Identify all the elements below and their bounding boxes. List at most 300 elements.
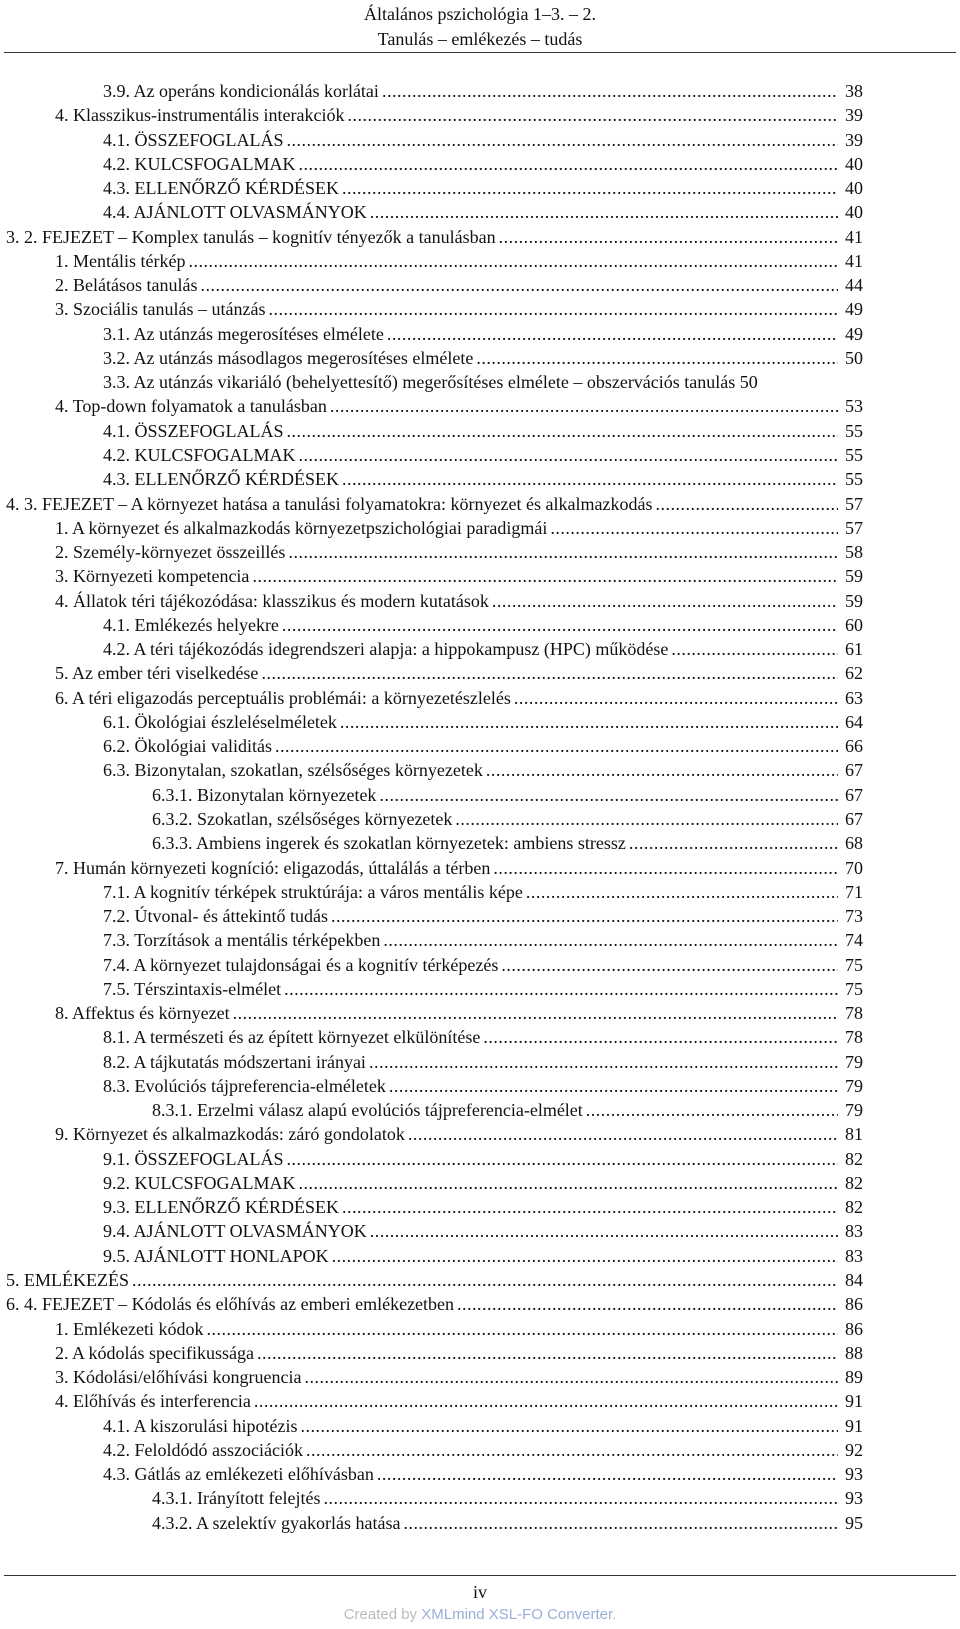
toc-leader-dots (387, 322, 838, 346)
toc-row[interactable] (0, 1292, 960, 1316)
toc-leader-dots (282, 613, 838, 637)
toc-row[interactable] (0, 152, 960, 176)
toc-entry-title: 6. A téri eligazodás perceptuális problémái: a környezetészlelés (55, 687, 511, 708)
toc-entry-title: 4.1. Emlékezés helyekre (103, 614, 279, 635)
toc-entry[interactable] (103, 734, 838, 758)
toc-leader-dots (377, 1462, 838, 1486)
toc-leader-dots (330, 394, 838, 418)
toc-leader-dots (254, 1389, 838, 1413)
toc-page-number: 79 (845, 1075, 863, 1096)
toc-row[interactable] (0, 758, 960, 782)
toc-row[interactable] (0, 953, 960, 977)
toc-row[interactable] (0, 1050, 960, 1074)
toc-leader-dots (304, 1365, 838, 1389)
toc-leader-dots (383, 928, 838, 952)
toc-row[interactable] (0, 346, 960, 370)
toc-leader-dots (252, 564, 838, 588)
toc-page-number: 53 (845, 396, 863, 417)
toc-page-number: 57 (845, 493, 863, 514)
toc-page-number: 55 (845, 469, 863, 490)
toc-entry[interactable] (6, 1292, 838, 1316)
toc-leader-dots (287, 1147, 838, 1171)
toc-entry-title: 3. 2. FEJEZET – Komplex tanulás – kognitív tényezők a tanulásban (6, 226, 496, 247)
toc-entry[interactable] (103, 1050, 838, 1074)
toc-row[interactable] (0, 443, 960, 467)
toc-leader-dots (408, 1122, 838, 1146)
toc-row[interactable] (0, 1244, 960, 1268)
toc-entry-title: 4.1. A kiszorulási hipotézis (103, 1415, 298, 1436)
toc-page-number: 71 (845, 881, 863, 902)
toc-entry[interactable] (55, 661, 838, 685)
toc-row[interactable] (0, 1414, 960, 1438)
toc-row[interactable] (0, 540, 960, 564)
toc-entry-title: 7.1. A kognitív térképek struktúrája: a város mentális képe (103, 881, 523, 902)
toc-row[interactable] (0, 734, 960, 758)
toc-leader-dots (342, 467, 838, 491)
toc-leader-dots (501, 953, 838, 977)
toc-page-number: 67 (845, 808, 863, 829)
toc-entry[interactable] (103, 904, 838, 928)
toc-entry[interactable] (55, 589, 838, 613)
toc-page-number: 50 (739, 372, 758, 393)
toc-row[interactable] (0, 564, 960, 588)
toc-entry[interactable] (55, 1389, 838, 1413)
toc-leader-dots (382, 79, 838, 103)
toc-leader-dots (342, 1195, 838, 1219)
toc-leader-dots (493, 856, 838, 880)
toc-leader-dots (233, 1001, 838, 1025)
toc-row[interactable] (0, 1219, 960, 1243)
toc-page-number: 93 (845, 1488, 863, 1509)
toc-entry[interactable] (103, 977, 838, 1001)
toc-entry-title: 9.5. AJÁNLOTT HONLAPOK (103, 1245, 329, 1266)
toc-row[interactable] (0, 176, 960, 200)
toc-leader-dots (389, 1074, 838, 1098)
toc-row[interactable] (0, 1147, 960, 1171)
toc-row[interactable] (0, 225, 960, 249)
toc-entry[interactable] (152, 831, 838, 855)
toc-page-number: 91 (845, 1391, 863, 1412)
toc-leader-dots (499, 225, 838, 249)
toc-leader-dots (486, 758, 838, 782)
toc-entry-title: 4. Állatok téri tájékozódása: klasszikus és modern kutatások (55, 590, 489, 611)
toc-page-number: 79 (845, 1100, 863, 1121)
toc-entry[interactable] (55, 686, 838, 710)
toc-entry[interactable] (103, 880, 838, 904)
toc-leader-dots (288, 540, 838, 564)
toc-entry[interactable] (103, 758, 838, 782)
toc-entry-title: 2. Belátásos tanulás (55, 275, 198, 296)
toc-row[interactable] (0, 783, 960, 807)
toc-entry[interactable] (103, 953, 838, 977)
toc-entry-title: 7.2. Útvonal- és áttekintő tudás (103, 906, 328, 927)
toc-row[interactable] (0, 1001, 960, 1025)
toc-entry-title: 8.1. A természeti és az épített környezet elkülönítése (103, 1027, 481, 1048)
toc-entry-title: 3. Környezeti kompetencia (55, 566, 250, 587)
toc-entry[interactable] (103, 1462, 838, 1486)
toc-page-number: 82 (845, 1148, 863, 1169)
toc-leader-dots (403, 1511, 838, 1535)
toc-page-number: 38 (845, 81, 863, 101)
toc-entry-title: 2. Személy-környezet összeillés (55, 542, 286, 563)
toc-entry[interactable] (103, 200, 838, 224)
toc-page-number: 74 (845, 930, 863, 951)
toc-page-number: 64 (845, 711, 863, 732)
toc-entry[interactable] (103, 176, 838, 200)
toc-entry-title: 3.3. Az utánzás vikariáló (behelyettesítő) megerősítéses elmélete – obszervációs tanulás (103, 372, 736, 393)
toc-entry[interactable] (152, 1098, 838, 1122)
toc-row[interactable] (0, 516, 960, 540)
toc-row[interactable] (0, 1074, 960, 1098)
toc-page-number: 88 (845, 1342, 863, 1363)
toc-entry-title: 6.3.3. Ambiens ingerek és szokatlan környezetek: ambiens stressz (152, 833, 626, 854)
toc-row[interactable] (0, 249, 960, 273)
toc-row[interactable] (0, 370, 960, 394)
toc-page-number: 62 (845, 663, 863, 684)
toc-entry[interactable] (55, 273, 838, 297)
toc-leader-dots (268, 297, 838, 321)
toc-entry[interactable] (103, 1074, 838, 1098)
toc-leader-dots (342, 176, 838, 200)
toc-leader-dots (188, 249, 838, 273)
toc-entry[interactable] (103, 928, 838, 952)
toc-row[interactable] (0, 1171, 960, 1195)
toc-leader-dots (347, 103, 838, 127)
toc-page-number: 86 (845, 1318, 863, 1339)
toc-entry-title: 9.1. ÖSSZEFOGLALÁS (103, 1148, 284, 1169)
toc-page-number: 40 (845, 202, 863, 223)
toc-page-number: 82 (845, 1197, 863, 1218)
toc-entry-title: 4.1. ÖSSZEFOGLALÁS (103, 129, 284, 150)
toc-leader-dots (132, 1268, 838, 1292)
toc-page-number: 44 (845, 275, 863, 296)
toc-row[interactable] (0, 103, 960, 127)
toc-row[interactable] (0, 1389, 960, 1413)
page-number: iv (472, 1582, 487, 1602)
toc-entry[interactable] (103, 1438, 838, 1462)
toc-row[interactable] (0, 273, 960, 297)
toc-entry-title: 6. 4. FEJEZET – Kódolás és előhívás az emberi emlékezetben (6, 1294, 455, 1315)
toc-page-number: 86 (845, 1294, 863, 1315)
toc-page-number: 50 (845, 347, 863, 368)
toc-entry[interactable] (103, 613, 838, 637)
toc-page-number: 79 (845, 1051, 863, 1072)
toc-leader-dots (492, 589, 838, 613)
creator-prefix: Created by (343, 1606, 418, 1623)
toc-row[interactable] (0, 1195, 960, 1219)
toc-row[interactable] (0, 128, 960, 152)
toc-entry-title: 4.3.2. A szelektív gyakorlás hatása (152, 1512, 401, 1533)
toc-page-number: 57 (845, 517, 863, 538)
toc-row[interactable] (0, 1486, 960, 1510)
toc-page-number: 93 (845, 1464, 863, 1485)
toc-row[interactable] (0, 394, 960, 418)
toc-entry-title: 9.4. AJÁNLOTT OLVASMÁNYOK (103, 1221, 367, 1242)
toc-row[interactable] (0, 589, 960, 613)
toc-row[interactable] (0, 200, 960, 224)
toc-entry[interactable] (152, 1511, 838, 1535)
toc-entry-title: 4.2. KULCSFOGALMAK (103, 444, 296, 465)
toc-entry-title: 9.2. KULCSFOGALMAK (103, 1172, 296, 1193)
toc-row[interactable] (0, 880, 960, 904)
toc-entry-title: 8. Affektus és környezet (55, 1003, 230, 1024)
toc-entry[interactable] (103, 1414, 838, 1438)
toc-row[interactable] (0, 686, 960, 710)
toc-leader-dots (299, 1171, 838, 1195)
toc-leader-dots (457, 1292, 838, 1316)
toc-entry-title: 5. EMLÉKEZÉS (6, 1270, 129, 1291)
toc-entry-title: 8.3. Evolúciós tájpreferencia-elméletek (103, 1075, 386, 1096)
toc-entry[interactable] (103, 1195, 838, 1219)
toc-row[interactable] (0, 710, 960, 734)
toc-entry-title: 7.5. Térszintaxis-elmélet (103, 978, 282, 999)
running-header (0, 0, 960, 52)
toc-entry[interactable] (55, 1317, 838, 1341)
toc-leader-dots (455, 807, 838, 831)
toc-entry[interactable] (55, 297, 838, 321)
toc-page-number: 75 (845, 978, 863, 999)
toc-leader-dots (261, 661, 838, 685)
toc-entry-title: 1. A környezet és alkalmazkodás környezetpszichológiai paradigmái (55, 517, 548, 538)
toc-entry-title: 4.3. ELLENŐRZŐ KÉRDÉSEK (103, 178, 339, 199)
toc-leader-dots (332, 1244, 838, 1268)
creator-suffix: . (612, 1606, 617, 1623)
toc-page-number: 89 (845, 1367, 863, 1388)
toc-page-number: 49 (845, 323, 863, 344)
toc-entry-title: 6.3. Bizonytalan, szokatlan, szélsőséges környezetek (103, 760, 483, 781)
toc-page-number: 63 (845, 687, 863, 708)
toc-entry-title: 3.2. Az utánzás másodlagos megerosítéses elmélete (103, 347, 474, 368)
toc-entry-title: 3.1. Az utánzás megerosítéses elmélete (103, 323, 384, 344)
toc-page-number: 67 (845, 784, 863, 805)
toc-entry-title: 4.3. Gátlás az emlékezeti előhívásban (103, 1464, 374, 1485)
toc-entry[interactable] (55, 394, 838, 418)
toc-page-number: 92 (845, 1439, 863, 1460)
toc-row[interactable] (0, 807, 960, 831)
toc-page-number: 66 (845, 736, 863, 757)
toc-row[interactable] (0, 1025, 960, 1049)
toc-row[interactable] (0, 322, 960, 346)
toc-row[interactable] (0, 904, 960, 928)
toc-entry-title: 1. Emlékezeti kódok (55, 1318, 204, 1339)
toc-page-number: 78 (845, 1027, 863, 1048)
toc-leader-dots (200, 273, 838, 297)
toc-entry[interactable] (55, 1001, 838, 1025)
toc-page-number: 49 (845, 299, 863, 320)
toc-entry[interactable] (55, 856, 838, 880)
toc-leader-dots (340, 710, 838, 734)
toc-entry-title: 9. Környezet és alkalmazkodás: záró gondolatok (55, 1124, 405, 1145)
toc-leader-dots (370, 200, 838, 224)
toc-entry[interactable] (103, 710, 838, 734)
toc-entry[interactable] (103, 419, 838, 443)
toc-entry-title: 4.2. A téri tájékozódás idegrendszeri alapja: a hippokampusz (HPC) működése (103, 639, 669, 660)
toc-entry-title: 4. Klasszikus-instrumentális interakciók (55, 105, 345, 126)
header-title: Általános pszichológia 1–3. – 2. (364, 4, 596, 24)
toc-entry-title: 4.1. ÖSSZEFOGLALÁS (103, 420, 284, 441)
toc-entry[interactable] (103, 443, 838, 467)
creator-credit (0, 1606, 960, 1623)
toc-entry-title: 6.1. Ökológiai észleléselméletek (103, 711, 337, 732)
toc-page-number: 59 (845, 590, 863, 611)
toc-entry[interactable] (6, 1268, 838, 1292)
toc-entry-title: 3.9. Az operáns kondicionálás korlátai (103, 81, 379, 101)
toc-page-number: 67 (845, 760, 863, 781)
toc-leader-dots (483, 1025, 838, 1049)
toc-page-number: 95 (845, 1512, 863, 1533)
toc-leader-dots (299, 152, 838, 176)
toc-entry-title: 4. Top-down folyamatok a tanulásban (55, 396, 327, 417)
toc-leader-dots (526, 880, 838, 904)
toc-page-number: 61 (845, 639, 863, 660)
toc-row[interactable] (0, 1365, 960, 1389)
toc-entry-title: 4.2. Feloldódó asszociációk (103, 1439, 303, 1460)
toc-entry[interactable] (152, 807, 838, 831)
header-subtitle: Tanulás – emlékezés – tudás (377, 29, 583, 49)
toc-entry[interactable] (55, 540, 838, 564)
toc-entry[interactable] (103, 346, 838, 370)
toc-entry-title: 6.3.2. Szokatlan, szélsőséges környezetek (152, 808, 453, 829)
toc-page-number: 78 (845, 1003, 863, 1024)
toc-row[interactable] (0, 1098, 960, 1122)
toc-leader-dots (287, 419, 838, 443)
toc-entry[interactable] (103, 370, 758, 394)
toc-page-number: 81 (845, 1124, 863, 1145)
toc-entry[interactable] (103, 1244, 838, 1268)
toc-leader-dots (284, 977, 838, 1001)
toc-row[interactable] (0, 856, 960, 880)
toc-leader-dots (671, 637, 838, 661)
toc-leader-dots (323, 1486, 838, 1510)
toc-row[interactable] (0, 1268, 960, 1292)
toc-page-number: 55 (845, 420, 863, 441)
toc-leader-dots (331, 904, 838, 928)
toc-row[interactable] (0, 1438, 960, 1462)
toc-row[interactable] (0, 1122, 960, 1146)
toc-entry[interactable] (103, 152, 838, 176)
toc-entry[interactable] (6, 492, 838, 516)
toc-entry-title: 4. Előhívás és interferencia (55, 1391, 251, 1412)
toc-entry-title: 2. A kódolás specifikussága (55, 1342, 254, 1363)
toc-page-number: 59 (845, 566, 863, 587)
toc-entry-title: 8.2. A tájkutatás módszertani irányai (103, 1051, 366, 1072)
toc-entry[interactable] (152, 783, 838, 807)
toc-leader-dots (275, 734, 838, 758)
toc-entry[interactable] (103, 128, 838, 152)
toc-page-number: 68 (845, 833, 863, 854)
toc-entry[interactable] (103, 1025, 838, 1049)
toc-page-number: 82 (845, 1172, 863, 1193)
toc-leader-dots (550, 516, 838, 540)
toc-entry[interactable] (55, 516, 838, 540)
toc-leader-dots (299, 443, 838, 467)
toc-entry[interactable] (152, 1486, 838, 1510)
toc-row[interactable] (0, 661, 960, 685)
toc-page-number: 60 (845, 614, 863, 635)
toc-row[interactable] (0, 613, 960, 637)
toc-row[interactable] (0, 977, 960, 1001)
toc-page-number: 41 (845, 250, 863, 271)
toc-entry[interactable] (55, 1341, 838, 1365)
toc-row[interactable] (0, 297, 960, 321)
toc-page-number: 40 (845, 153, 863, 174)
toc-entry[interactable] (55, 1122, 838, 1146)
toc-entry[interactable] (103, 1147, 838, 1171)
toc-row[interactable] (0, 1511, 960, 1535)
toc-entry-title: 3. Kódolási/előhívási kongruencia (55, 1367, 302, 1388)
toc-page-number: 83 (845, 1245, 863, 1266)
toc-page-number: 39 (845, 129, 863, 150)
toc-leader-dots (655, 492, 838, 516)
toc-leader-dots (379, 783, 838, 807)
toc-leader-dots (206, 1317, 838, 1341)
toc-entry[interactable] (55, 1365, 838, 1389)
toc-entry[interactable] (103, 467, 838, 491)
toc-row[interactable] (0, 637, 960, 661)
toc-entry-title: 7. Humán környezeti kogníció: eligazodás, úttalálás a térben (55, 857, 491, 878)
toc-row[interactable] (0, 467, 960, 491)
footer-rule (4, 1575, 956, 1576)
toc-row[interactable] (0, 1462, 960, 1486)
toc-page-number: 91 (845, 1415, 863, 1436)
toc-entry-title: 7.4. A környezet tulajdonságai és a kognitív térképezés (103, 954, 499, 975)
toc-entry-title: 4.2. KULCSFOGALMAK (103, 153, 296, 174)
toc-entry[interactable] (103, 79, 838, 103)
toc-page-number: 40 (845, 178, 863, 199)
toc-entry-title: 8.3.1. Erzelmi válasz alapú evolúciós tájpreferencia-elmélet (152, 1100, 583, 1121)
table-of-contents (0, 79, 960, 1535)
toc-row[interactable] (0, 928, 960, 952)
toc-row[interactable] (0, 1341, 960, 1365)
toc-entry-title: 4.3.1. Irányított felejtés (152, 1488, 321, 1509)
toc-entry[interactable] (103, 322, 838, 346)
toc-row[interactable] (0, 419, 960, 443)
toc-page-number: 58 (845, 542, 863, 563)
toc-row[interactable] (0, 1317, 960, 1341)
toc-entry-title: 4.4. AJÁNLOTT OLVASMÁNYOK (103, 202, 367, 223)
toc-page-number: 84 (845, 1270, 863, 1291)
toc-row[interactable] (0, 492, 960, 516)
toc-entry-title: 1. Mentális térkép (55, 250, 186, 271)
toc-entry-title: 4. 3. FEJEZET – A környezet hatása a tanulási folyamatokra: környezet és alkalmazkodás (6, 493, 653, 514)
toc-leader-dots (586, 1098, 838, 1122)
toc-row[interactable] (0, 831, 960, 855)
toc-leader-dots (370, 1219, 838, 1243)
toc-leader-dots (629, 831, 838, 855)
toc-entry[interactable] (103, 1171, 838, 1195)
toc-page-number: 55 (845, 444, 863, 465)
toc-entry[interactable] (55, 249, 838, 273)
toc-entry-title: 3. Szociális tanulás – utánzás (55, 299, 266, 320)
toc-leader-dots (287, 128, 838, 152)
toc-page-number: 70 (845, 857, 863, 878)
toc-page-number: 75 (845, 954, 863, 975)
toc-leader-dots (257, 1341, 838, 1365)
toc-leader-dots (476, 346, 838, 370)
toc-row[interactable] (0, 79, 960, 103)
creator-link[interactable]: XMLmind XSL-FO Converter (421, 1606, 613, 1623)
toc-entry[interactable] (55, 564, 838, 588)
toc-entry-title: 9.3. ELLENŐRZŐ KÉRDÉSEK (103, 1197, 339, 1218)
toc-entry[interactable] (103, 637, 838, 661)
toc-leader-dots (300, 1414, 838, 1438)
toc-entry[interactable] (6, 225, 838, 249)
toc-page-number: 41 (845, 226, 863, 247)
toc-entry[interactable] (103, 1219, 838, 1243)
toc-entry-title: 5. Az ember téri viselkedése (55, 663, 259, 684)
toc-entry[interactable] (55, 103, 838, 127)
toc-page-number: 73 (845, 906, 863, 927)
